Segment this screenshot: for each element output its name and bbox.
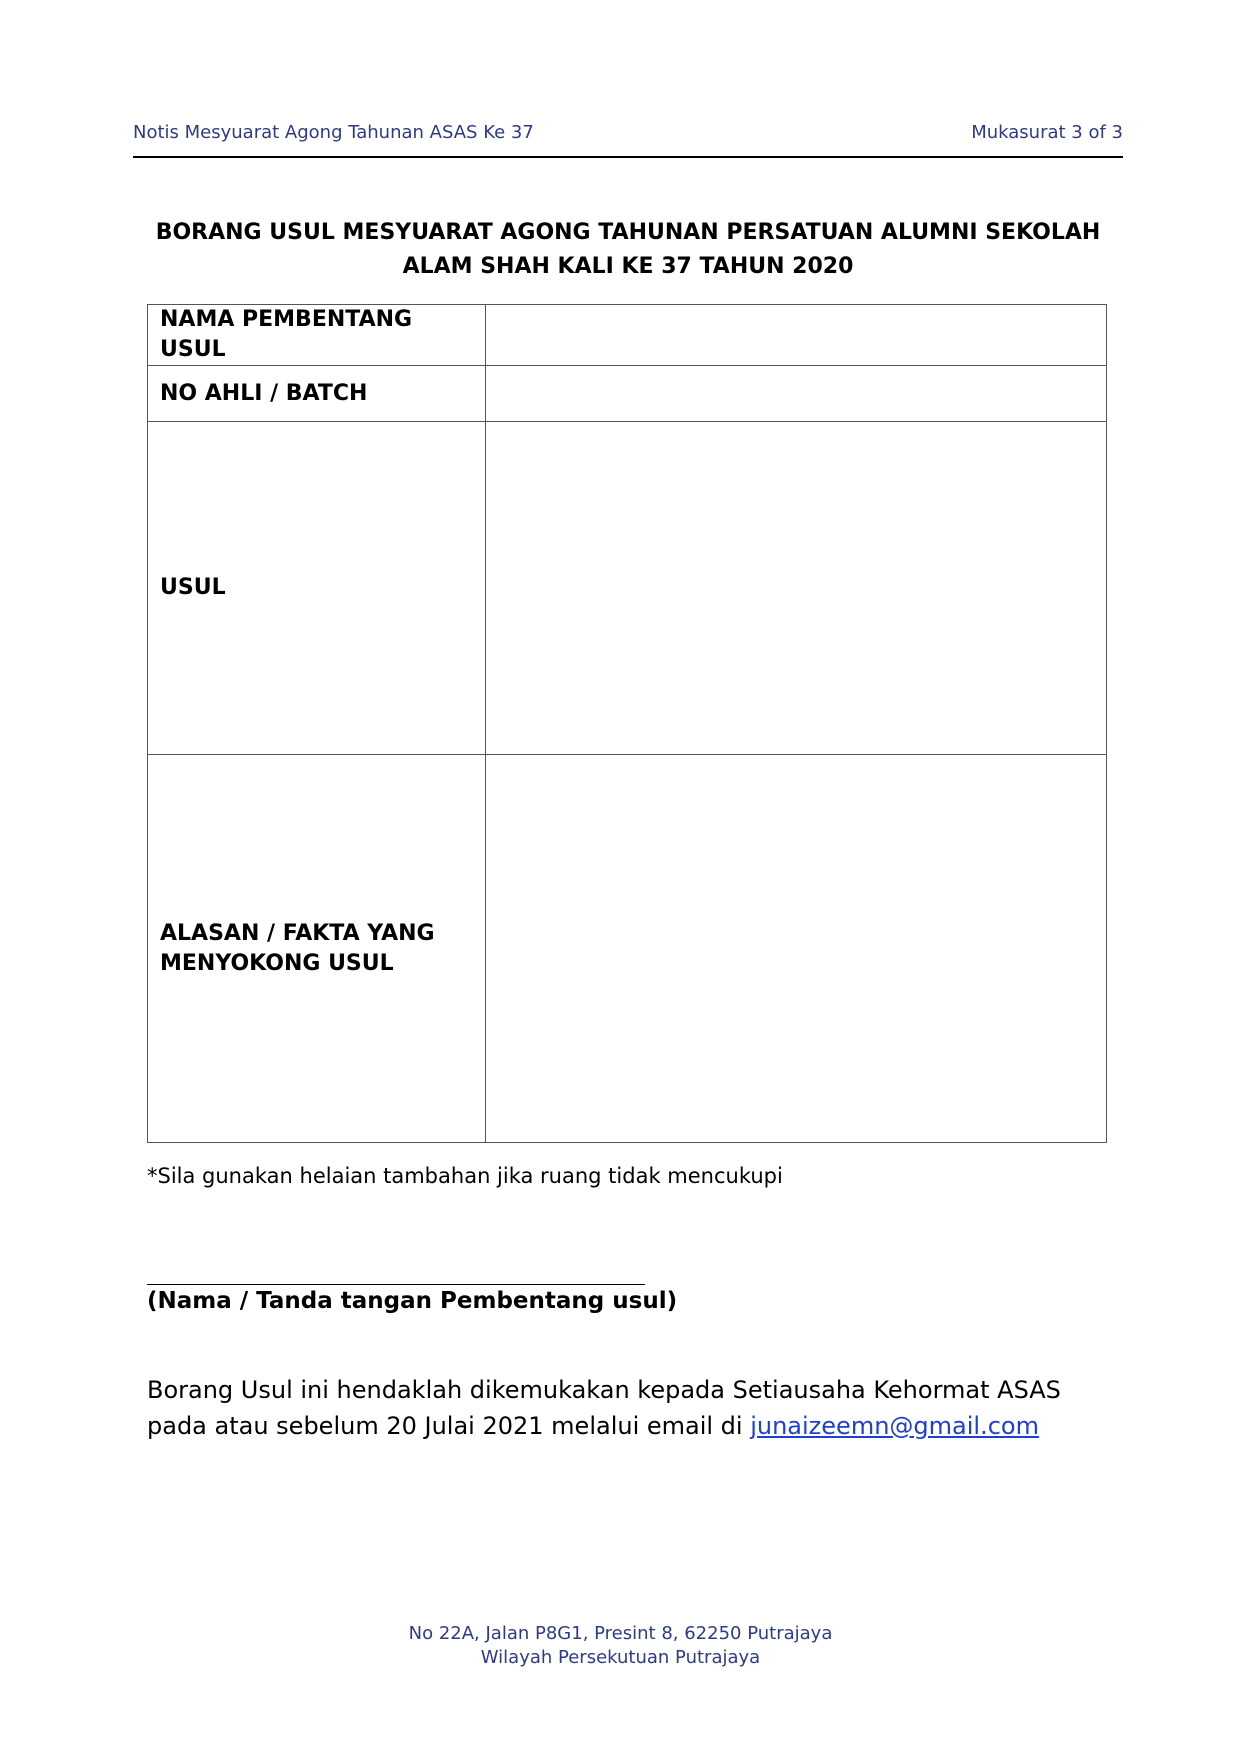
- label-proposer-name: NAMA PEMBENTANG USUL: [148, 305, 486, 366]
- motion-form-table: [147, 304, 1107, 1143]
- table-row: [148, 755, 1107, 1143]
- field-supporting-reasons[interactable]: [486, 755, 1107, 1143]
- label-motion: USUL: [148, 422, 486, 755]
- label-supporting-reasons-line-2: MENYOKONG USUL: [160, 950, 394, 976]
- signature-label: (Nama / Tanda tangan Pembentang usul): [147, 1288, 678, 1314]
- table-row: [148, 366, 1107, 422]
- field-motion[interactable]: [486, 422, 1107, 755]
- form-title: [133, 216, 1123, 284]
- table-row: [148, 305, 1107, 366]
- label-supporting-reasons: [148, 755, 486, 1143]
- footer-address-line-1: No 22A, Jalan P8G1, Presint 8, 62250 Putrajaya: [408, 1623, 833, 1644]
- page-header: [133, 118, 1123, 158]
- label-member-batch: NO AHLI / BATCH: [148, 366, 486, 422]
- field-member-batch[interactable]: [486, 366, 1107, 422]
- page-footer: [0, 1622, 1241, 1670]
- field-proposer-name[interactable]: [486, 305, 1107, 366]
- header-document-title: Notis Mesyuarat Agong Tahunan ASAS Ke 37: [133, 122, 534, 143]
- instruction-line-1: Borang Usul ini hendaklah dikemukakan kepada Setiausaha Kehormat ASAS: [147, 1376, 1061, 1404]
- submission-instruction: [147, 1372, 1127, 1444]
- extra-sheet-note: *Sila gunakan helaian tambahan jika ruang tidak mencukupi: [147, 1164, 783, 1188]
- instruction-line-2: [147, 1408, 1127, 1444]
- email-link[interactable]: junaizeemn@gmail.com: [750, 1412, 1039, 1440]
- instruction-line-2-text: pada atau sebelum 20 Julai 2021 melalui email di: [147, 1412, 751, 1440]
- footer-address-line-2: Wilayah Persekutuan Putrajaya: [480, 1647, 761, 1668]
- form-title-line-1: BORANG USUL MESYUARAT AGONG TAHUNAN PERSATUAN ALUMNI SEKOLAH: [155, 220, 1101, 245]
- label-supporting-reasons-line-1: ALASAN / FAKTA YANG: [160, 920, 435, 946]
- form-title-line-2: ALAM SHAH KALI KE 37 TAHUN 2020: [402, 254, 854, 279]
- header-page-number: Mukasurat 3 of 3: [971, 122, 1123, 143]
- signature-line[interactable]: [147, 1284, 645, 1285]
- table-row: [148, 422, 1107, 755]
